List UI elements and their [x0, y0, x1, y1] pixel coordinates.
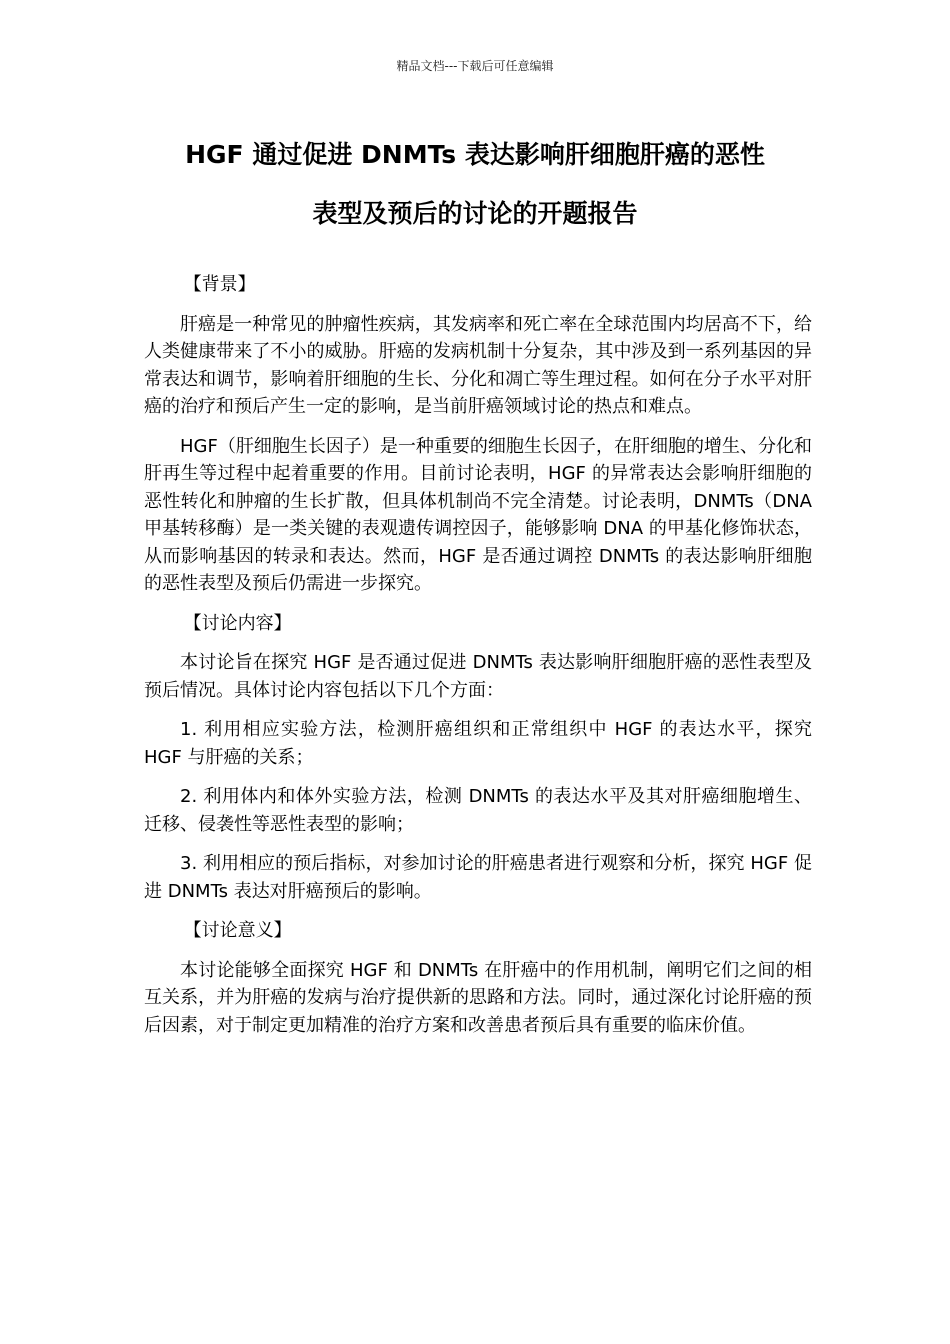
document-title-line-1: HGF 通过促进 DNMTs 表达影响肝细胞肝癌的恶性 [185, 140, 765, 169]
document-body [144, 271, 812, 1051]
background-paragraph-2: HGF（肝细胞生长因子）是一种重要的细胞生长因子，在肝细胞的增生、分化和肝再生等过程中起着重要的作用。目前讨论表明，HGF 的异常表达会影响肝细胞的恶性转化和肿瘤的生长扩散，但具体机制尚不完全清楚。讨论表明，DNMTs（DNA 甲基转移酶）是一类关键的表观遗传调控因子，能够影响 DNA 的甲基化修饰状态，从而影响基因的转录和表达。然而，HGF 是否通过调控 DNMTs 的表达影响肝细胞的恶性表型及预后仍需进一步探究。 [144, 435, 812, 594]
document-title-line-2: 表型及预后的讨论的开题报告 [312, 199, 638, 228]
section-heading-background: 【背景】 [183, 274, 256, 295]
background-paragraph-1: 肝癌是一种常见的肿瘤性疾病，其发病率和死亡率在全球范围内均居高不下，给人类健康带来了不小的威胁。肝癌的发病机制十分复杂，其中涉及到一系列基因的异常表达和调节，影响着肝细胞的生长、分化和凋亡等生理过程。如何在分子水平对肝癌的治疗和预后产生一定的影响，是当前肝癌领域讨论的热点和难点。 [144, 313, 812, 417]
section-heading-significance: 【讨论意义】 [183, 920, 292, 941]
content-item-2: 2. 利用体内和体外实验方法，检测 DNMTs 的表达水平及其对肝癌细胞增生、迁移、侵袭性等恶性表型的影响； [144, 786, 812, 835]
page-header: 精品文档---下载后可任意编辑 [396, 59, 554, 73]
section-heading-content: 【讨论内容】 [183, 612, 292, 634]
content-item-1: 1. 利用相应实验方法，检测肝癌组织和正常组织中 HGF 的表达水平，探究 HGF 与肝癌的关系； [144, 719, 812, 768]
content-item-3: 3. 利用相应的预后指标，对参加讨论的肝癌患者进行观察和分析，探究 HGF 促进 DNMTs 表达对肝癌预后的影响。 [144, 853, 812, 902]
content-intro-paragraph: 本讨论旨在探究 HGF 是否通过促进 DNMTs 表达影响肝细胞肝癌的恶性表型及预后情况。具体讨论内容包括以下几个方面： [144, 652, 812, 701]
significance-paragraph: 本讨论能够全面探究 HGF 和 DNMTs 在肝癌中的作用机制，阐明它们之间的相互关系，并为肝癌的发病与治疗提供新的思路和方法。同时，通过深化讨论肝癌的预后因素，对于制定更加精准的治疗方案和改善患者预后具有重要的临床价值。 [144, 959, 812, 1036]
